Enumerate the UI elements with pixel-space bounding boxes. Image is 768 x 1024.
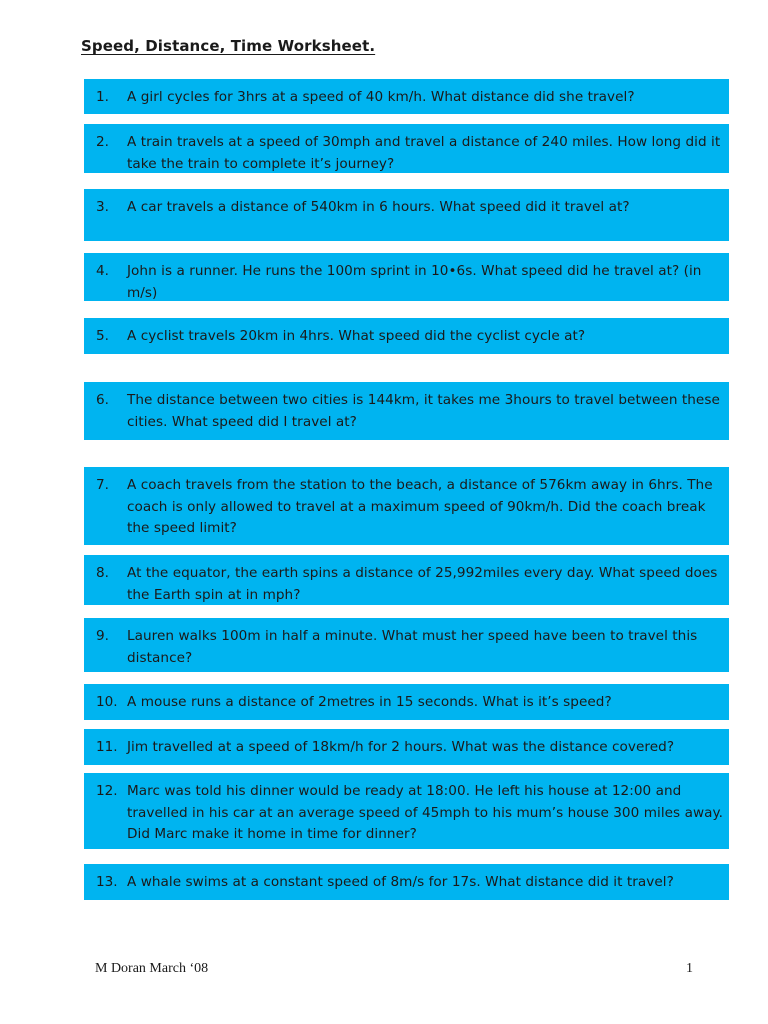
question-text: John is a runner. He runs the 100m sprint in 10•6s. What speed did he travel at? (in m/s) xyxy=(127,263,702,301)
question-box-9 xyxy=(84,618,729,672)
question-box-13 xyxy=(84,864,729,900)
question-box-7 xyxy=(84,467,729,545)
question-text: Jim travelled at a speed of 18km/h for 2 hours. What was the distance covered? xyxy=(127,739,675,755)
question-number: 11. xyxy=(96,739,118,755)
question-text: A whale swims at a constant speed of 8m/s for 17s. What distance did it travel? xyxy=(127,874,674,890)
question-text: Marc was told his dinner would be ready at 18:00. He left his house at 12:00 and travelled in his car at an average speed of 45mph to his mum’s house 300 miles away. Did Marc make it home in time for dinner? xyxy=(127,783,724,842)
question-box-11 xyxy=(84,729,729,765)
question-text: A coach travels from the station to the beach, a distance of 576km away in 6hrs. The coach is only allowed to travel at a maximum speed of 90km/h. Did the coach break the speed limit? xyxy=(127,477,713,536)
question-number: 3. xyxy=(96,199,109,215)
question-text: A cyclist travels 20km in 4hrs. What speed did the cyclist cycle at? xyxy=(127,328,586,344)
question-number: 12. xyxy=(96,783,118,799)
question-box-2 xyxy=(84,124,729,173)
question-text: The distance between two cities is 144km, it takes me 3hours to travel between these cities. What speed did I travel at? xyxy=(127,392,720,430)
question-box-8 xyxy=(84,555,729,605)
question-number: 1. xyxy=(96,89,109,105)
footer-author: M Doran March ‘08 xyxy=(95,961,209,976)
question-text: A car travels a distance of 540km in 6 hours. What speed did it travel at? xyxy=(127,199,630,215)
question-box-10 xyxy=(84,684,729,720)
question-number: 13. xyxy=(96,874,118,890)
question-text: A train travels at a speed of 30mph and travel a distance of 240 miles. How long did it take the train to complete it’s journey? xyxy=(127,134,721,172)
worksheet-title: Speed, Distance, Time Worksheet. xyxy=(81,37,376,55)
question-text: A mouse runs a distance of 2metres in 15 seconds. What is it’s speed? xyxy=(127,694,612,710)
question-number: 2. xyxy=(96,134,109,150)
question-box-1 xyxy=(84,79,729,114)
question-number: 5. xyxy=(96,328,109,344)
question-number: 7. xyxy=(96,477,109,493)
question-box-5 xyxy=(84,318,729,354)
question-number: 10. xyxy=(96,694,118,710)
question-text: A girl cycles for 3hrs at a speed of 40 km/h. What distance did she travel? xyxy=(127,89,635,105)
question-box-6 xyxy=(84,382,729,440)
question-number: 4. xyxy=(96,263,109,279)
question-box-4 xyxy=(84,253,729,301)
question-number: 8. xyxy=(96,565,109,581)
page-number: 1 xyxy=(686,961,693,976)
question-text: At the equator, the earth spins a distance of 25,992miles every day. What speed does the Earth spin at in mph? xyxy=(127,565,718,603)
question-number: 6. xyxy=(96,392,109,408)
question-box-12 xyxy=(84,773,729,849)
question-box-3 xyxy=(84,189,729,241)
question-text: Lauren walks 100m in half a minute. What must her speed have been to travel this distance? xyxy=(127,628,698,666)
question-number: 9. xyxy=(96,628,109,644)
